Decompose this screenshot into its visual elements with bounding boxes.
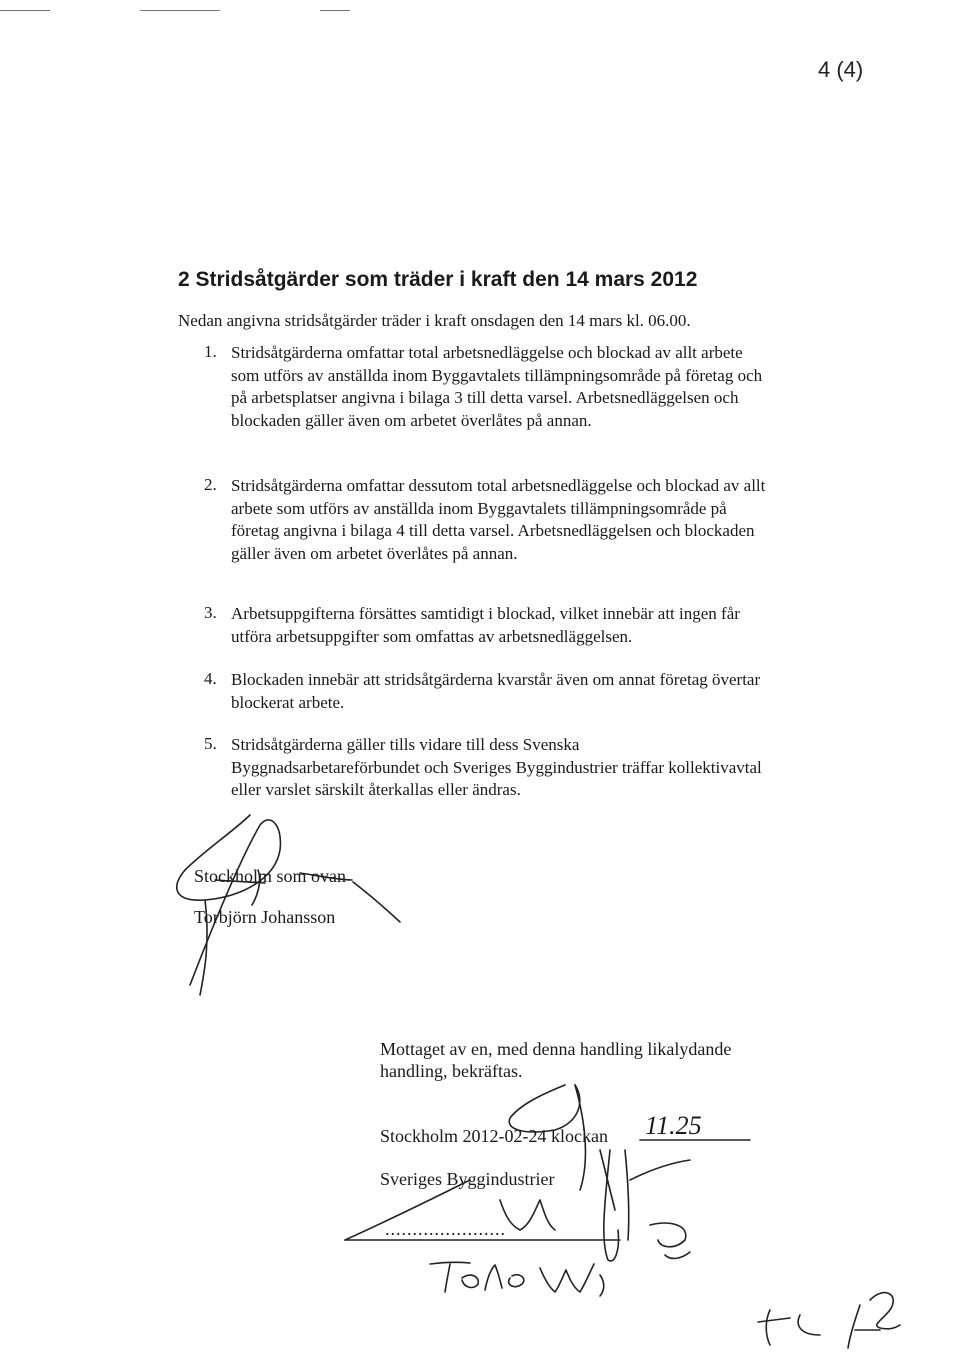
signature-place: Stockholm som ovan [194, 866, 346, 886]
section-intro: Nedan angivna stridsåtgärder träder i kraft onsdagen den 14 mars kl. 06.00. [178, 311, 691, 330]
signature-stroke [345, 1180, 470, 1240]
page-number: 4 (4) [818, 57, 864, 82]
signature-stroke [540, 1264, 594, 1292]
list-item-text: Stridsåtgärderna gäller tills vidare till dess Svenska Byggnadsarbetareförbundet och Sveriges Byggindustrier träffar kollektivavtal eller varslet särskilt återkallas eller ändras. [231, 735, 762, 799]
list-item-number: 1. [204, 342, 217, 361]
signature-stroke [485, 1265, 502, 1290]
signature-stroke [445, 1264, 450, 1292]
signature-stroke [600, 1275, 604, 1296]
signature-stroke [798, 1315, 820, 1335]
signature-stroke [600, 1150, 615, 1210]
receipt-time: 11.25 [645, 1111, 702, 1140]
section-heading: 2 Stridsåtgärder som träder i kraft den 14 mars 2012 [178, 268, 698, 291]
list-item-number: 3. [204, 603, 217, 622]
receipt-line-1: Mottaget av en, med denna handling likalydande [380, 1039, 732, 1059]
list-item-text: Blockaden innebär att stridsåtgärderna kvarstår även om annat företag övertar blockerat arbete. [231, 670, 761, 712]
list-item-number: 2. [204, 475, 217, 494]
signature-stroke [630, 1160, 690, 1180]
signature-stroke [509, 1275, 524, 1287]
signature-stroke [650, 1223, 686, 1247]
receipt-place-date: Stockholm 2012-02-24 klockan [380, 1126, 608, 1146]
list-item-text: Arbetsuppgifterna försättes samtidigt i blockad, vilket innebär att ingen får utföra arbetsuppgifter som omfattas av arbetsnedläggelsen. [231, 604, 740, 646]
signature-stroke [215, 880, 265, 883]
list-item-number: 4. [204, 669, 217, 688]
signature-stroke [625, 1150, 629, 1240]
list-item-text: Stridsåtgärderna omfattar total arbetsnedläggelse och blockad av allt arbete som utförs av anställda inom Byggavtalets tillämpningsområde på företag och på arbetsplatser angivna i bilaga 3 till detta varsel. Arbetsnedläggelsen och blockaden gäller även om arbetet överlåtes på annan. [231, 343, 763, 430]
signature-stroke [665, 1252, 690, 1258]
signature-stroke [462, 1275, 478, 1287]
signature-stroke [870, 1293, 900, 1329]
receipt-organization: Sveriges Byggindustrier [380, 1169, 555, 1189]
signature-stroke [177, 815, 281, 985]
signature-stroke [500, 1200, 555, 1230]
list-item-number: 5. [204, 734, 217, 753]
signature-stroke [252, 870, 260, 905]
signature-stroke [200, 900, 207, 995]
signature-stroke [766, 1310, 770, 1345]
receipt-line-2: handling, bekräftas. [380, 1061, 523, 1081]
list-item-text: Stridsåtgärderna omfattar dessutom total arbetsnedläggelse och blockad av allt arbete som utförs av anställda inom Byggavtalets tillämpningsområde på företag angivna i bilaga 4 till detta varsel. Arbetsnedläggelsen och blockaden gäller även om arbetet överlåtes på annan. [231, 476, 766, 563]
signature-stroke [758, 1318, 790, 1322]
signature-stroke [848, 1305, 860, 1348]
signature-stroke [604, 1150, 619, 1261]
signature-name: Torbjörn Johansson [194, 907, 336, 927]
signature-stroke [509, 1085, 580, 1132]
receipt-dots: ...................... [385, 1219, 506, 1239]
signature-stroke [300, 873, 352, 880]
signature-stroke [353, 882, 400, 922]
